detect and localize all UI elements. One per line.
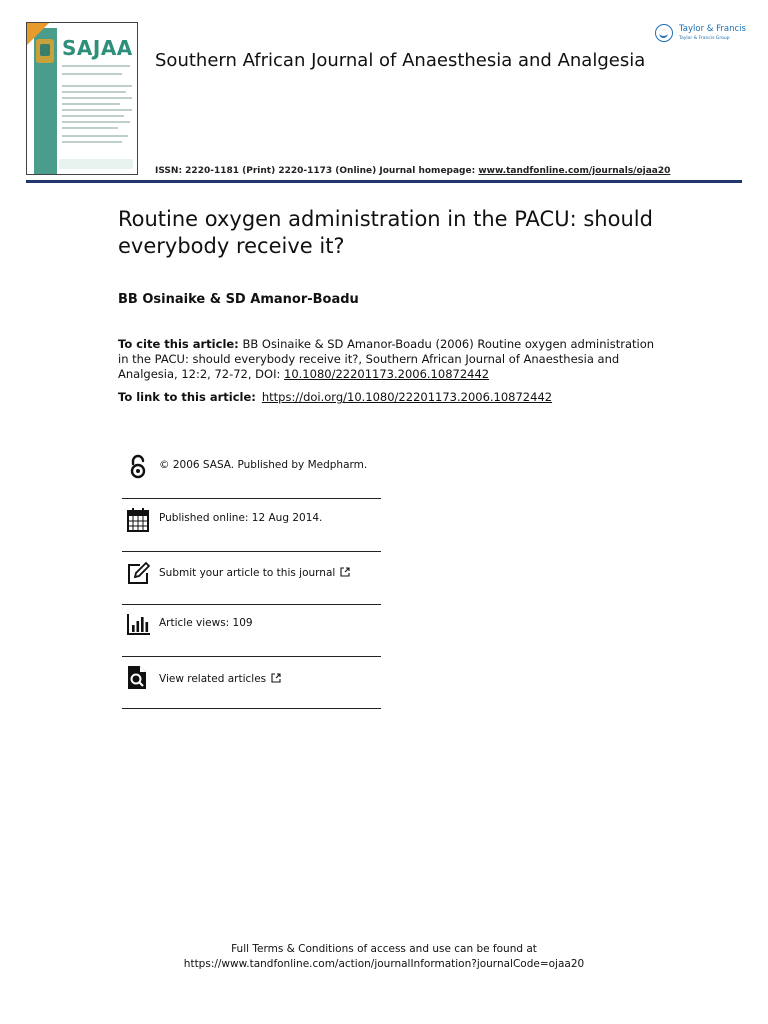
terms-footer: [0, 942, 768, 972]
doi-link[interactable]: 10.1080/22201173.2006.10872442: [284, 367, 490, 381]
cover-brand: SAJAA: [62, 36, 133, 60]
terms-url[interactable]: https://www.tandfonline.com/action/journalInformation?journalCode=ojaa20: [183, 958, 585, 970]
link-label: To link to this article:: [118, 390, 256, 404]
copyright-text: © 2006 SASA. Published by Medpharm.: [159, 459, 368, 471]
article-views-text: Article views: 109: [159, 617, 253, 629]
divider: [122, 604, 381, 605]
publisher-name: Taylor & Francis: [679, 24, 746, 34]
bar-chart-icon: [126, 612, 150, 638]
divider: [122, 656, 381, 657]
cover-text-line: [62, 73, 122, 75]
cover-text-line: [62, 85, 132, 87]
header-rule: [26, 180, 742, 183]
related-articles-icon: [126, 664, 150, 690]
cover-text-line: [62, 109, 132, 111]
submit-article-link[interactable]: [159, 567, 350, 579]
external-link-icon: [271, 673, 281, 683]
related-articles-link[interactable]: [159, 673, 281, 685]
journal-title: Southern African Journal of Anaesthesia and Analgesia: [155, 50, 646, 71]
article-authors: BB Osinaike & SD Amanor-Boadu: [118, 292, 359, 307]
cover-footer: [59, 159, 133, 169]
citation-block: [118, 337, 663, 382]
cover-text-line: [62, 115, 124, 117]
issn-text: ISSN: 2220-1181 (Print) 2220-1173 (Online) Journal homepage:: [155, 166, 479, 176]
cover-text-line: [62, 103, 120, 105]
journal-cover-image: [26, 22, 138, 175]
open-access-icon: [126, 454, 150, 480]
journal-homepage-link[interactable]: www.tandfonline.com/journals/ojaa20: [478, 166, 671, 176]
divider: [122, 498, 381, 499]
divider: [122, 708, 381, 709]
external-link-icon: [340, 567, 350, 577]
cite-label: To cite this article:: [118, 337, 239, 351]
taylor-francis-logo-icon: [655, 24, 673, 42]
cover-text-line: [62, 91, 126, 93]
published-date-text: Published online: 12 Aug 2014.: [159, 512, 323, 524]
cover-emblem-icon: [36, 39, 54, 63]
publisher-group: Taylor & Francis Group: [679, 36, 730, 41]
cite-text: BB Osinaike & SD Amanor-Boadu (2006) Routine oxygen administration in the PACU: should everybody receive it?, Southern African Journal of Anaesthesia and Analgesia, 12:2, 72-72, DOI:: [118, 337, 655, 381]
divider: [122, 551, 381, 552]
submit-article-label: Submit your article to this journal: [159, 567, 336, 579]
edit-icon: [126, 560, 150, 586]
cover-text-line: [62, 97, 132, 99]
cover-text-line: [62, 141, 122, 143]
cover-text-line: [62, 65, 130, 67]
article-link-block: [118, 390, 663, 405]
cover-text-line: [62, 135, 128, 137]
cover-text-line: [62, 121, 130, 123]
calendar-icon: [126, 507, 150, 533]
cover-text-line: [62, 127, 118, 129]
article-url-link[interactable]: https://doi.org/10.1080/22201173.2006.10872442: [261, 390, 553, 404]
issn-line: [155, 166, 670, 176]
related-articles-label: View related articles: [159, 673, 267, 685]
terms-line: Full Terms & Conditions of access and use can be found at: [231, 943, 537, 955]
article-title: Routine oxygen administration in the PACU: should everybody receive it?: [118, 207, 653, 258]
publisher-logo[interactable]: [655, 22, 747, 46]
